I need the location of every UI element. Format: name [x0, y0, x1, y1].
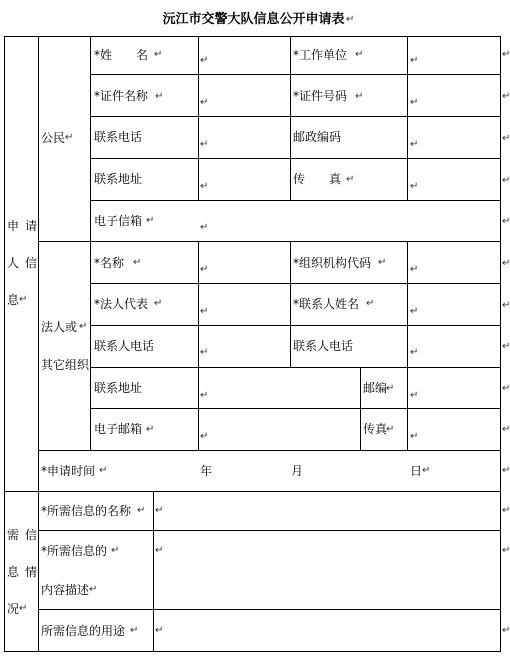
paragraph-mark-icon: ↵: [200, 222, 209, 233]
citizen-id-number-field[interactable]: [408, 75, 500, 116]
paragraph-mark-icon: ↵: [146, 215, 155, 226]
paragraph-mark-icon: ↵: [200, 264, 209, 275]
required-info-purpose-field[interactable]: [154, 610, 500, 651]
org-contact-phone-field[interactable]: [199, 326, 290, 367]
paragraph-mark-icon: ↵: [99, 465, 108, 476]
month-label: 月: [291, 464, 304, 478]
org-email-field[interactable]: [199, 409, 360, 450]
paragraph-mark-icon: ↵: [502, 505, 510, 516]
citizen-name-field[interactable]: [199, 37, 290, 74]
paragraph-mark-icon: ↵: [502, 175, 510, 186]
paragraph-mark-icon: ↵: [346, 14, 355, 25]
org-name-label: *名称: [94, 256, 125, 270]
paragraph-mark-icon: ↵: [502, 216, 510, 227]
paragraph-mark-icon: ↵: [366, 298, 375, 309]
paragraph-mark-icon: ↵: [155, 545, 164, 556]
paragraph-mark-icon: ↵: [200, 347, 209, 358]
applicant-info-char-1: 申: [7, 219, 20, 233]
citizen-address-label: 联系地址: [94, 172, 143, 186]
org-contact-phone2-field[interactable]: [408, 326, 500, 367]
paragraph-mark-icon: ↵: [502, 545, 510, 556]
paragraph-mark-icon: ↵: [410, 97, 419, 108]
org-contact-phone-label: 联系人电话: [94, 339, 155, 353]
paragraph-mark-icon: ↵: [410, 306, 419, 317]
citizen-email-field[interactable]: [199, 201, 500, 241]
org-contact-name-field[interactable]: [408, 284, 500, 325]
paragraph-mark-icon: ↵: [386, 424, 395, 435]
required-info-char-3: 息: [7, 565, 20, 579]
paragraph-mark-icon: ↵: [502, 383, 510, 394]
paragraph-mark-icon: ↵: [79, 321, 88, 332]
org-code-field[interactable]: [408, 242, 500, 283]
paragraph-mark-icon: ↵: [386, 383, 395, 394]
day-label: 日: [410, 464, 423, 478]
paragraph-mark-icon: ↵: [130, 625, 139, 636]
org-fax-label: 传真: [363, 422, 388, 436]
citizen-postcode-field[interactable]: [408, 117, 500, 158]
citizen-name-label: *姓 名: [94, 48, 149, 62]
paragraph-mark-icon: ↵: [200, 55, 209, 66]
citizen-address-field[interactable]: [199, 159, 290, 200]
paragraph-mark-icon: ↵: [502, 133, 510, 144]
paragraph-mark-icon: ↵: [502, 258, 510, 269]
paragraph-mark-icon: ↵: [133, 257, 142, 268]
paragraph-mark-icon: ↵: [410, 181, 419, 192]
org-email-label: 电子邮箱: [94, 422, 143, 436]
citizen-id-type-field[interactable]: [199, 75, 290, 116]
paragraph-mark-icon: ↵: [502, 49, 510, 60]
paragraph-mark-icon: ↵: [200, 390, 209, 401]
paragraph-mark-icon: ↵: [410, 55, 419, 66]
required-info-char-2: 信: [25, 528, 38, 542]
paragraph-mark-icon: ↵: [502, 465, 510, 476]
paragraph-mark-icon: ↵: [346, 174, 355, 185]
org-fax-field[interactable]: [408, 409, 500, 450]
applicant-info-char-2: 请: [25, 219, 38, 233]
paragraph-mark-icon: ↵: [410, 390, 419, 401]
org-contact-name-label: *联系人姓名: [293, 297, 360, 311]
paragraph-mark-icon: ↵: [155, 91, 164, 102]
citizen-phone-label: 联系电话: [94, 130, 143, 144]
paragraph-mark-icon: ↵: [200, 306, 209, 317]
citizen-phone-field[interactable]: [199, 117, 290, 158]
citizen-group-label: 公民: [41, 131, 66, 145]
applicant-info-char-3: 人: [7, 256, 20, 270]
paragraph-mark-icon: ↵: [355, 91, 364, 102]
org-postcode-field[interactable]: [408, 368, 500, 408]
org-group-label-1: 法人或: [41, 320, 78, 334]
paragraph-mark-icon: ↵: [502, 341, 510, 352]
citizen-fax-field[interactable]: [408, 159, 500, 200]
citizen-workplace-label: *工作单位: [293, 48, 348, 62]
paragraph-mark-icon: ↵: [154, 298, 163, 309]
paragraph-mark-icon: ↵: [154, 49, 163, 60]
citizen-email-label: 电子信箱: [94, 214, 143, 228]
org-contact-phone2-label: 联系人电话: [293, 339, 354, 353]
org-group-label-2: 其它组织: [41, 358, 90, 372]
paragraph-mark-icon: ↵: [410, 264, 419, 275]
citizen-id-type-label: *证件名称: [94, 89, 149, 103]
paragraph-mark-icon: ↵: [422, 465, 431, 476]
required-info-desc-field[interactable]: [154, 531, 500, 609]
paragraph-mark-icon: ↵: [200, 139, 209, 150]
form-title: 沅江市交警大队信息公开申请表: [162, 12, 345, 27]
org-address-field[interactable]: [199, 368, 360, 408]
required-info-name-field[interactable]: [154, 492, 500, 530]
paragraph-mark-icon: ↵: [410, 139, 419, 150]
paragraph-mark-icon: ↵: [111, 545, 120, 556]
paragraph-mark-icon: ↵: [200, 431, 209, 442]
paragraph-mark-icon: ↵: [65, 132, 74, 143]
applicant-info-char-4: 信: [25, 256, 38, 270]
citizen-postcode-label: 邮政编码: [293, 130, 342, 144]
required-info-char-4: 情: [25, 565, 38, 579]
paragraph-mark-icon: ↵: [502, 625, 510, 636]
paragraph-mark-icon: ↵: [155, 625, 164, 636]
application-date-field[interactable]: [199, 451, 500, 491]
year-label: 年: [200, 464, 213, 478]
paragraph-mark-icon: ↵: [200, 181, 209, 192]
required-info-char-1: 需: [7, 528, 20, 542]
applicant-info-char-5: 息: [7, 293, 20, 307]
org-postcode-label: 邮编: [363, 381, 388, 395]
required-info-char-5: 况: [7, 602, 20, 616]
paragraph-mark-icon: ↵: [410, 431, 419, 442]
paragraph-mark-icon: ↵: [89, 584, 98, 595]
citizen-workplace-field[interactable]: [408, 37, 500, 74]
paragraph-mark-icon: ↵: [502, 91, 510, 102]
required-info-desc-label-1: *所需信息的: [41, 544, 108, 558]
paragraph-mark-icon: ↵: [502, 300, 510, 311]
paragraph-mark-icon: ↵: [410, 347, 419, 358]
paragraph-mark-icon: ↵: [137, 505, 146, 516]
paragraph-mark-icon: ↵: [155, 505, 164, 516]
paragraph-mark-icon: ↵: [19, 603, 28, 614]
org-name-field[interactable]: [199, 242, 290, 283]
required-info-desc-label-2: 内容描述: [41, 583, 90, 597]
org-legal-rep-label: *法人代表: [94, 297, 149, 311]
paragraph-mark-icon: ↵: [378, 257, 387, 268]
citizen-id-number-label: *证件号码: [293, 89, 348, 103]
paragraph-mark-icon: ↵: [200, 97, 209, 108]
paragraph-mark-icon: ↵: [19, 294, 28, 305]
org-address-label: 联系地址: [94, 381, 143, 395]
application-time-label: *申请时间: [41, 464, 96, 478]
paragraph-mark-icon: ↵: [355, 49, 364, 60]
org-legal-rep-field[interactable]: [199, 284, 290, 325]
citizen-fax-label: 传 真: [293, 172, 342, 186]
required-info-purpose-label: 所需信息的用途: [41, 624, 126, 638]
paragraph-mark-icon: ↵: [146, 424, 155, 435]
org-code-label: *组织机构代码: [293, 256, 372, 270]
paragraph-mark-icon: ↵: [502, 424, 510, 435]
required-info-name-label: *所需信息的名称: [41, 504, 132, 518]
